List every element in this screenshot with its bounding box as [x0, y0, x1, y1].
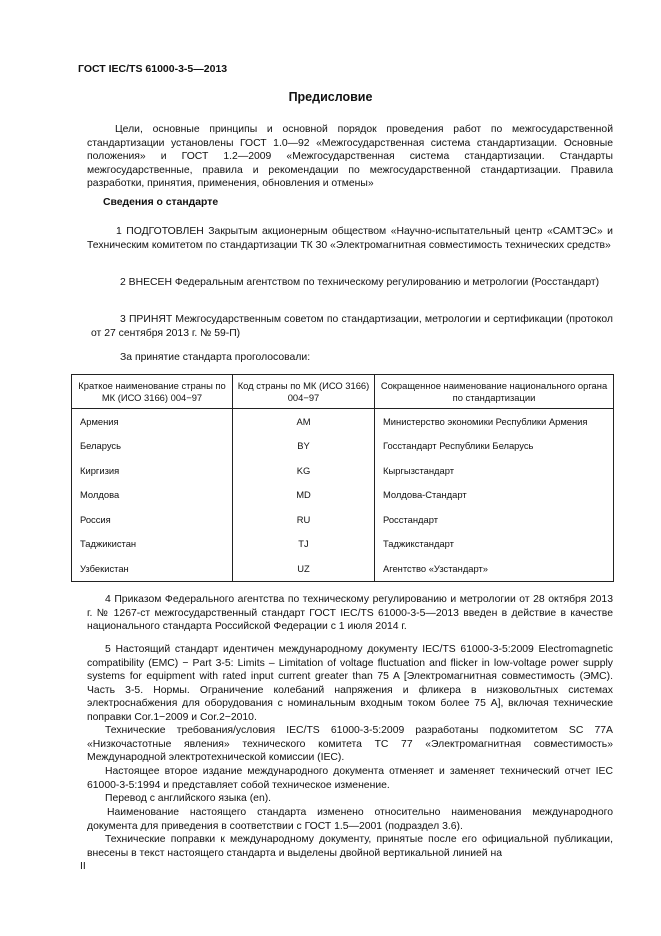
body-cell: Агентство «Узстандарт»: [375, 556, 614, 581]
document-header: ГОСТ IEC/TS 61000-3-5—2013: [78, 63, 228, 75]
item-5-translation-paragraph: Перевод с английского языка (en).: [105, 793, 272, 804]
column-header-body: Сокращенное наименование национального органа по стандартизации: [375, 375, 614, 409]
table-row: [72, 409, 614, 434]
table-row: [72, 507, 614, 532]
table-row: [72, 556, 614, 581]
country-cell: Армения: [72, 409, 233, 434]
country-cell: Молдова: [72, 483, 233, 508]
item-4-paragraph: 4 Приказом Федерального агентства по техническому регулированию и метрологии от 28 октября 2013 г. № 1267-ст межгосударственный стандарт ГОСТ IEC/TS 61000-3-5—2013 введен в действие в качестве национального стандарта Российской Федерации с 1 июля 2014 г.: [87, 594, 613, 633]
item-5-corrections-paragraph: Технические поправки к международному документу, принятые после его официальной публикации, внесены в текст настоящего стандарта и выделены двойной вертикальной линией на: [87, 834, 613, 859]
item-2-paragraph: 2 ВНЕСЕН Федеральным агентством по техническому регулированию и метрологии (Росстандарт): [120, 277, 600, 288]
country-cell: Киргизия: [72, 458, 233, 483]
body-cell: Министерство экономики Республики Армения: [375, 409, 614, 434]
code-cell: TJ: [233, 532, 375, 557]
item-5-development-paragraph: Технические требования/условия IEC/TS 61000-3-5:2009 разработаны подкомитетом SC 77A «Низкочастотные явления» технического комитета TC 77 «Электромагнитная совместимость» Международной электротехнической комиссии (IEC).: [87, 725, 613, 764]
code-cell: MD: [233, 483, 375, 508]
item-5-paragraph: 5 Настоящий стандарт идентичен международному документу IEC/TS 61000-3-5:2009 Electromagnetic compatibility (EMC) − Part 3-5: Limits – Limitation of voltage fluctuation and flicker in low-voltage power supply systems for equipment with rated input current greater than 75 A [Электромагнитная совместимость (ЭМС). Часть 3-5. Нормы. Ограничение колебаний напряжения и фликера в низковольтных системах электроснабжения для оборудования с номинальным входным током более 75 А], включая технические поправки Cor.1−2009 и Cor.2−2010.: [87, 644, 613, 723]
intro-paragraph: Цели, основные принципы и основной порядок проведения работ по межгосударственной стандартизации установлены ГОСТ 1.0—92 «Межгосударственная система стандартизации. Основные положения» и ГОСТ 1.2—2009 «Межгосударственная система стандартизации. Стандарты межгосударственные, правила и рекомендации по межгосударственной стандартизации. Правила разработки, принятия, применения, обновления и отмены»: [87, 124, 613, 190]
item-1-paragraph: 1 ПОДГОТОВЛЕН Закрытым акционерным обществом «Научно-испытательный центр «САМТЭС» и Техническим комитетом по стандартизации ТК 30 «Электромагнитная совместимость технических средств»: [87, 226, 613, 251]
item-5-name-paragraph: Наименование настоящего стандарта изменено относительно наименования международного документа для приведения в соответствии с ГОСТ 1.5—2001 (подраздел 3.6).: [87, 807, 613, 832]
country-cell: Таджикистан: [72, 532, 233, 557]
code-cell: BY: [233, 434, 375, 459]
voting-countries-table: [71, 374, 614, 582]
table-header-row: [72, 375, 614, 409]
body-cell: Госстандарт Республики Беларусь: [375, 434, 614, 459]
table-row: [72, 483, 614, 508]
body-cell: Таджикстандарт: [375, 532, 614, 557]
table-row: [72, 532, 614, 557]
country-cell: Узбекистан: [72, 556, 233, 581]
body-cell: Молдова-Стандарт: [375, 483, 614, 508]
page-number: II: [80, 861, 86, 872]
body-cell: Кыргызстандарт: [375, 458, 614, 483]
country-cell: Россия: [72, 507, 233, 532]
page-title: Предисловие: [288, 90, 373, 104]
item-3-paragraph: 3 ПРИНЯТ Межгосударственным советом по стандартизации, метрологии и сертификации (протокол от 27 сентября 2013 г. № 59-П): [91, 314, 613, 339]
code-cell: KG: [233, 458, 375, 483]
section-subtitle: Сведения о стандарте: [103, 197, 219, 208]
item-5-edition-paragraph: Настоящее второе издание международного документа отменяет и заменяет технический отчет IEC 61000-3-5:1994 и представляет собой техническое изменение.: [87, 766, 613, 791]
body-cell: Росстандарт: [375, 507, 614, 532]
column-header-code: Код страны по МК (ИСО 3166) 004−97: [233, 375, 375, 409]
table-row: [72, 458, 614, 483]
column-header-country: Краткое наименование страны по МК (ИСО 3166) 004−97: [72, 375, 233, 409]
country-cell: Беларусь: [72, 434, 233, 459]
code-cell: AM: [233, 409, 375, 434]
table-row: [72, 434, 614, 459]
code-cell: RU: [233, 507, 375, 532]
vote-intro: За принятие стандарта проголосовали:: [120, 352, 311, 363]
code-cell: UZ: [233, 556, 375, 581]
